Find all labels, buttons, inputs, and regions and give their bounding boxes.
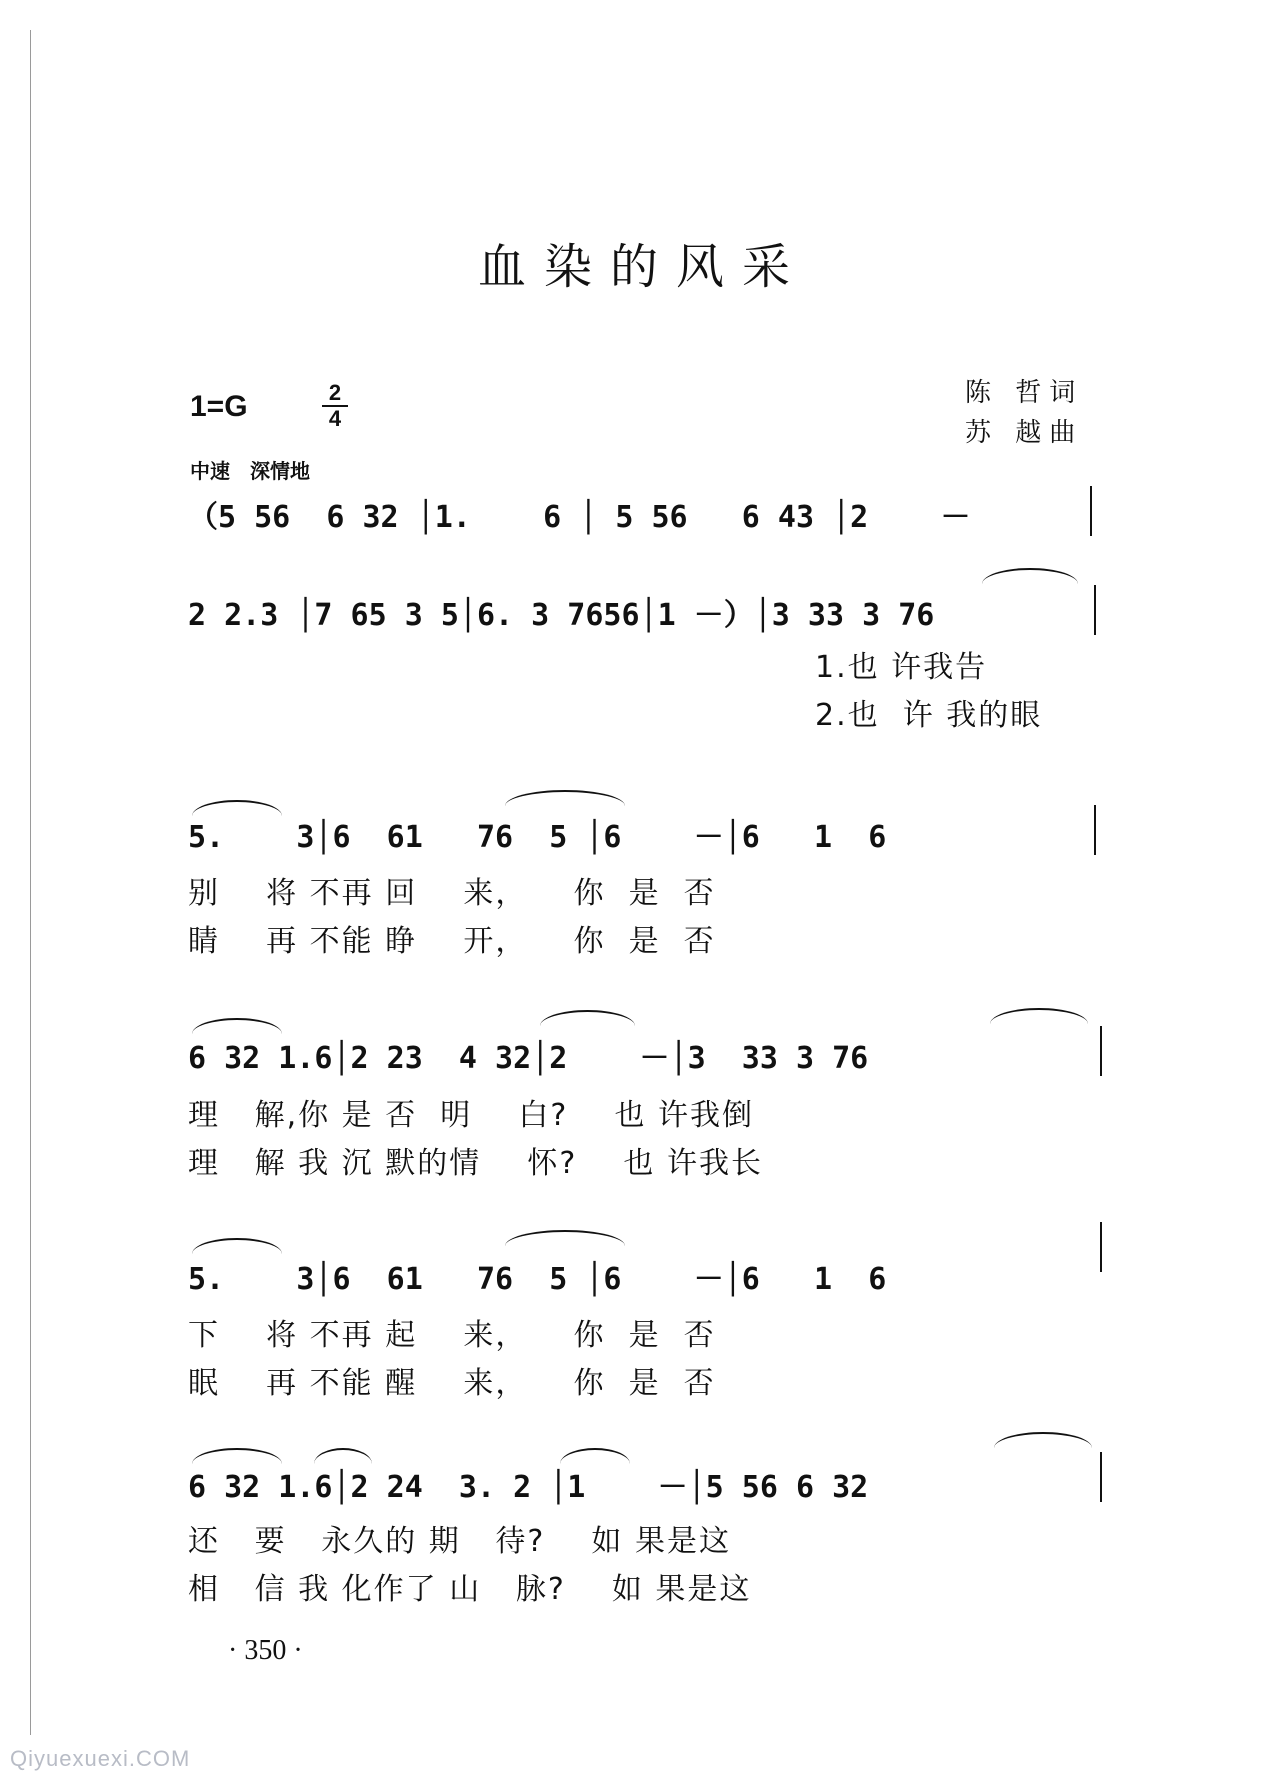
notes-system-6: 6 32 1.6│2 24 3. 2 │1 －│5 56 6 32 <box>188 1470 869 1505</box>
lyrics-verse-1-line-6: 还 要 永久的 期 待? 如 果是这 <box>188 1524 731 1559</box>
notes-system-2: 2 2.3 │7 65 3 5│6. 3 7656│1 －）│3 33 3 76 <box>188 598 935 633</box>
lyrics-verse-2-line-2: 2.也 许 我的眼 <box>815 698 1043 733</box>
end-barline-1 <box>1090 486 1092 536</box>
lyrics-verse-2-line-6: 相 信 我 化作了 山 脉? 如 果是这 <box>188 1572 752 1607</box>
key-signature: 1=G <box>190 390 248 423</box>
time-signature-top: 2 <box>328 380 342 405</box>
tempo-marking: 中速 深情地 <box>190 459 310 483</box>
notes-system-1: （5 56 6 32 │1. 6 │ 5 56 6 43 │2 － <box>188 500 971 535</box>
end-barline-5 <box>1100 1222 1102 1272</box>
slur <box>994 1432 1092 1448</box>
end-barline-3 <box>1094 805 1096 855</box>
lyrics-verse-1-line-3: 别 将 不再 回 来， 你 是 否 <box>188 876 716 911</box>
end-barline-2 <box>1094 585 1096 635</box>
slur <box>982 568 1078 584</box>
lyricist-credit: 陈 哲词 <box>965 378 1084 408</box>
slur <box>560 1448 630 1464</box>
end-barline-6 <box>1100 1452 1102 1502</box>
page-number: · 350 · <box>228 1635 303 1666</box>
time-signature-bottom: 4 <box>328 406 342 431</box>
slur <box>192 1018 282 1034</box>
slur <box>540 1010 635 1026</box>
notes-system-3: 5. 3│6 61 76 5 │6 －│6 1 6 <box>188 820 887 855</box>
notes-system-4: 6 32 1.6│2 23 4 32│2 －│3 33 3 76 <box>188 1041 869 1076</box>
end-barline-4 <box>1100 1026 1102 1076</box>
lyrics-verse-1-line-5: 下 将 不再 起 来， 你 是 否 <box>188 1318 716 1353</box>
slur <box>505 790 625 806</box>
lyrics-verse-2-line-4: 理 解 我 沉 默的情 怀? 也 许我长 <box>188 1146 763 1181</box>
slur <box>990 1008 1088 1024</box>
site-watermark: Qiyuexuexi.COM <box>10 1746 191 1771</box>
slur <box>505 1230 625 1246</box>
slur <box>314 1448 372 1464</box>
song-title: 血染的风采 <box>477 239 808 295</box>
notes-system-5: 5. 3│6 61 76 5 │6 －│6 1 6 <box>188 1262 887 1297</box>
lyrics-verse-1-line-2: 1.也 许我告 <box>815 650 988 685</box>
lyrics-verse-1-line-4: 理 解,你 是 否 明 白? 也 许我倒 <box>188 1098 755 1133</box>
slur <box>192 1238 282 1254</box>
time-signature <box>322 382 348 430</box>
lyrics-verse-2-line-3: 睛 再 不能 睁 开， 你 是 否 <box>188 924 716 959</box>
composer-credit: 苏 越曲 <box>965 418 1084 448</box>
slur <box>192 800 282 816</box>
lyrics-verse-2-line-5: 眠 再 不能 醒 来， 你 是 否 <box>188 1366 716 1401</box>
slur <box>192 1448 282 1464</box>
